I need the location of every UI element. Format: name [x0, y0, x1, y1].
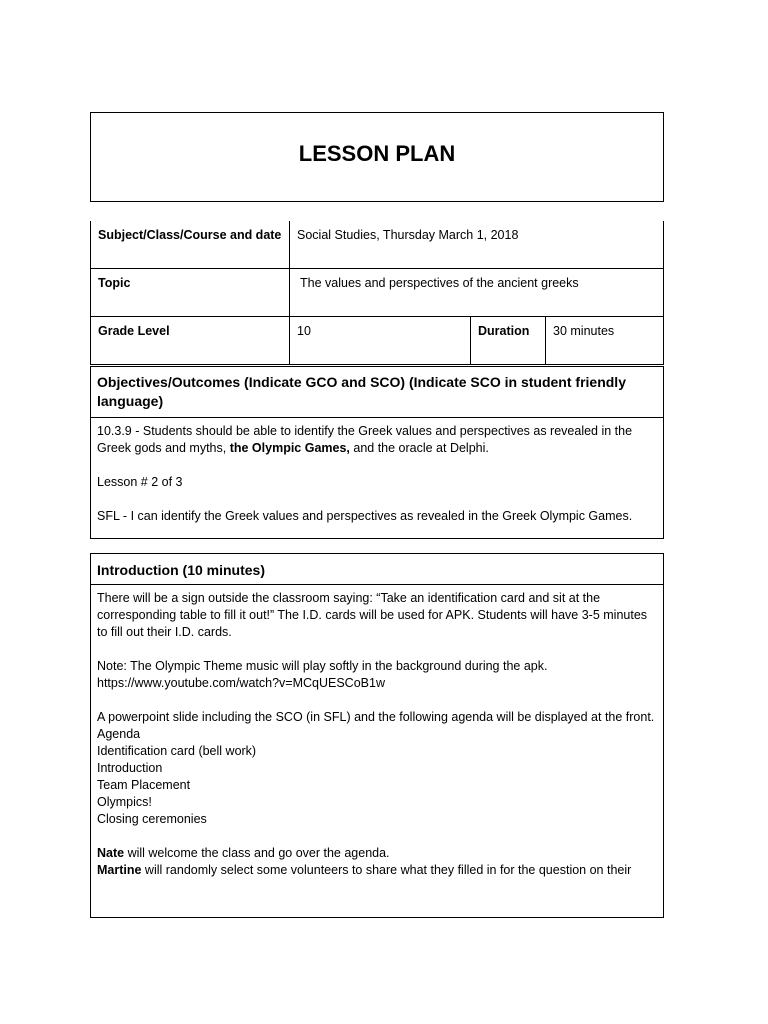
page-title: LESSON PLAN	[298, 141, 456, 166]
info-table	[90, 221, 664, 365]
topic-label: Topic	[91, 269, 290, 317]
nate-name: Nate	[97, 846, 125, 860]
lesson-number: Lesson # 2 of 3	[97, 475, 183, 489]
table-row	[91, 221, 664, 269]
music-url: https://www.youtube.com/watch?v=MCqUESCoB1w	[97, 676, 385, 690]
objectives-body	[91, 418, 663, 530]
list-item: Identification card (bell work)	[97, 744, 257, 758]
martine-line	[97, 862, 657, 879]
list-item: Olympics!	[97, 795, 152, 809]
introduction-body	[91, 585, 663, 884]
agenda-list	[97, 726, 657, 828]
martine-text: will randomly select some volunteers to share what they filled in for the question on their	[141, 863, 632, 877]
nate-text: will welcome the class and go over the agenda.	[124, 846, 390, 860]
objectives-heading: Objectives/Outcomes (Indicate GCO and SCO) (Indicate SCO in student friendly language)	[91, 367, 663, 418]
subject-label: Subject/Class/Course and date	[91, 221, 290, 269]
outcome-text	[97, 423, 657, 457]
sfl-text: SFL - I can identify the Greek values and perspectives as revealed in the Greek Olympic Games.	[97, 509, 633, 523]
list-item: Introduction	[97, 761, 163, 775]
title-box	[90, 112, 664, 202]
table-row	[91, 317, 664, 365]
grade-label: Grade Level	[91, 317, 290, 365]
outcome-post: and the oracle at Delphi.	[349, 441, 489, 455]
outcome-pre: 10.3.9 - Students should be able to identify the Greek values and perspectives as revealed in the Greek gods and myths,	[97, 424, 633, 455]
duration-label: Duration	[471, 317, 546, 365]
list-item: Agenda	[97, 727, 141, 741]
grade-value: 10	[290, 317, 471, 365]
list-item: Team Placement	[97, 778, 191, 792]
introduction-heading: Introduction (10 minutes)	[91, 554, 663, 585]
introduction-section	[90, 553, 664, 918]
note-text: Note: The Olympic Theme music will play softly in the background during the apk.	[97, 659, 548, 673]
table-row	[91, 269, 664, 317]
objectives-section	[90, 366, 664, 539]
subject-value: Social Studies, Thursday March 1, 2018	[290, 221, 664, 269]
martine-name: Martine	[97, 863, 142, 877]
powerpoint-text: A powerpoint slide including the SCO (in SFL) and the following agenda will be displayed at the front.	[97, 710, 655, 724]
outcome-bold: the Olympic Games,	[229, 441, 350, 455]
duration-value: 30 minutes	[546, 317, 664, 365]
nate-line	[97, 845, 657, 862]
topic-value: The values and perspectives of the ancient greeks	[290, 269, 664, 317]
intro-note	[97, 658, 657, 692]
intro-paragraph: There will be a sign outside the classroom saying: “Take an identification card and sit at the corresponding table to fill it out!” The I.D. cards will be used for APK. Students will have 3-5 minutes to fill out their I.D. cards.	[97, 591, 648, 639]
list-item: Closing ceremonies	[97, 812, 207, 826]
